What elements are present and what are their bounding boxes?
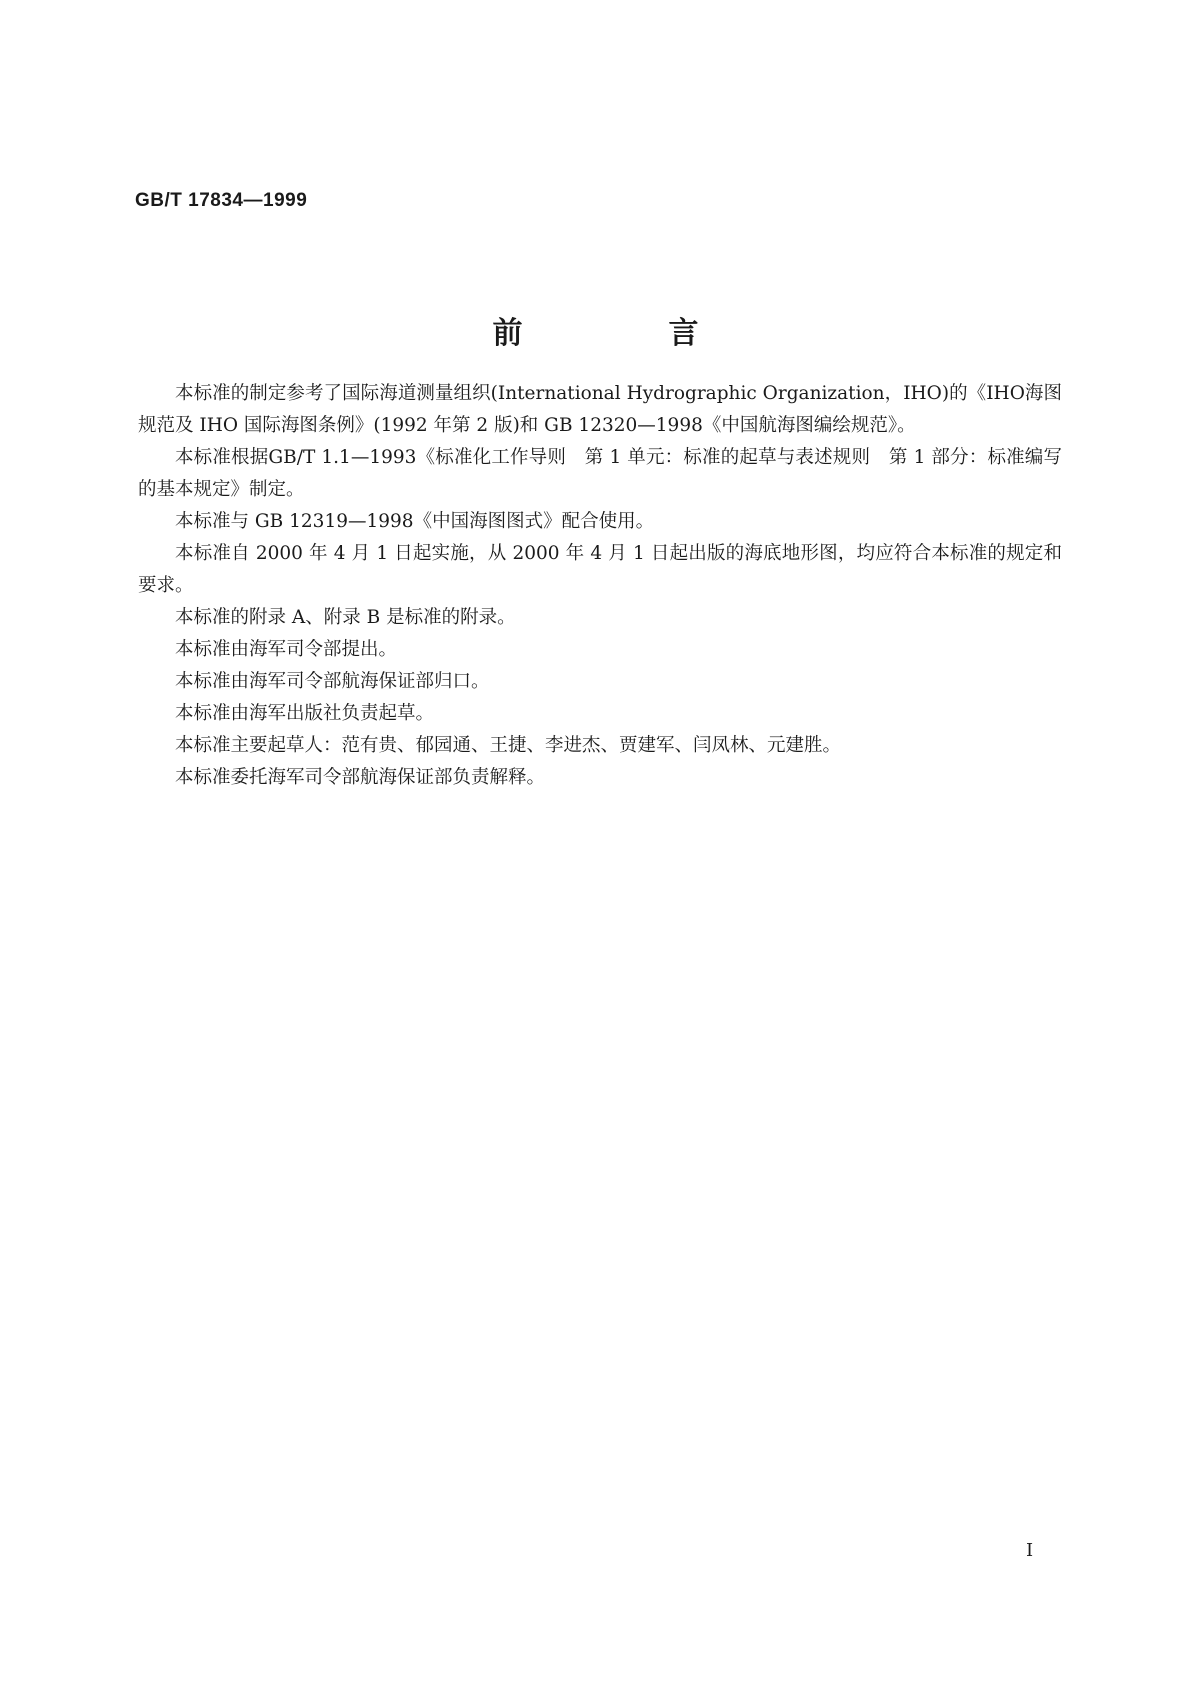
page-title: 前 言 [492,316,757,351]
paragraph-drafted-by: 本标准由海军出版社负责起草。 [175,703,435,724]
paragraph-centralized-by: 本标准由海军司令部航海保证部归口。 [175,671,490,692]
paragraph-main-drafters: 本标准主要起草人：范有贵、郁园通、王捷、李进杰、贾建军、闫凤林、元建胜。 [175,735,842,756]
paragraph-appendices: 本标准的附录 A、附录 B 是标准的附录。 [175,607,516,628]
paragraph-drafting-basis: 本标准根据GB/T 1.1—1993《标准化工作导则 第 1 单元：标准的起草与表述规则 第 1 部分：标准编写的基本规定》制定。 [138,447,1062,500]
page-number: I [1026,1540,1034,1561]
paragraph-proposed-by: 本标准由海军司令部提出。 [175,639,398,660]
paragraph-companion-standard: 本标准与 GB 12319—1998《中国海图图式》配合使用。 [175,511,655,532]
standard-code: GB/T 17834—1999 [135,190,308,211]
paragraph-interpretation: 本标准委托海军司令部航海保证部负责解释。 [175,767,546,788]
paragraph-reference: 本标准的制定参考了国际海道测量组织(International Hydrographic Organization，IHO)的《IHO海图规范及 IHO 国际海图条例》(1992 年第 2 版)和 GB 12320—1998《中国航海图编绘规范》。 [138,383,1062,436]
paragraph-effective-date: 本标准自 2000 年 4 月 1 日起实施，从 2000 年 4 月 1 日起出版的海底地形图，均应符合本标准的规定和要求。 [138,543,1062,596]
foreword-body [138,378,1062,794]
